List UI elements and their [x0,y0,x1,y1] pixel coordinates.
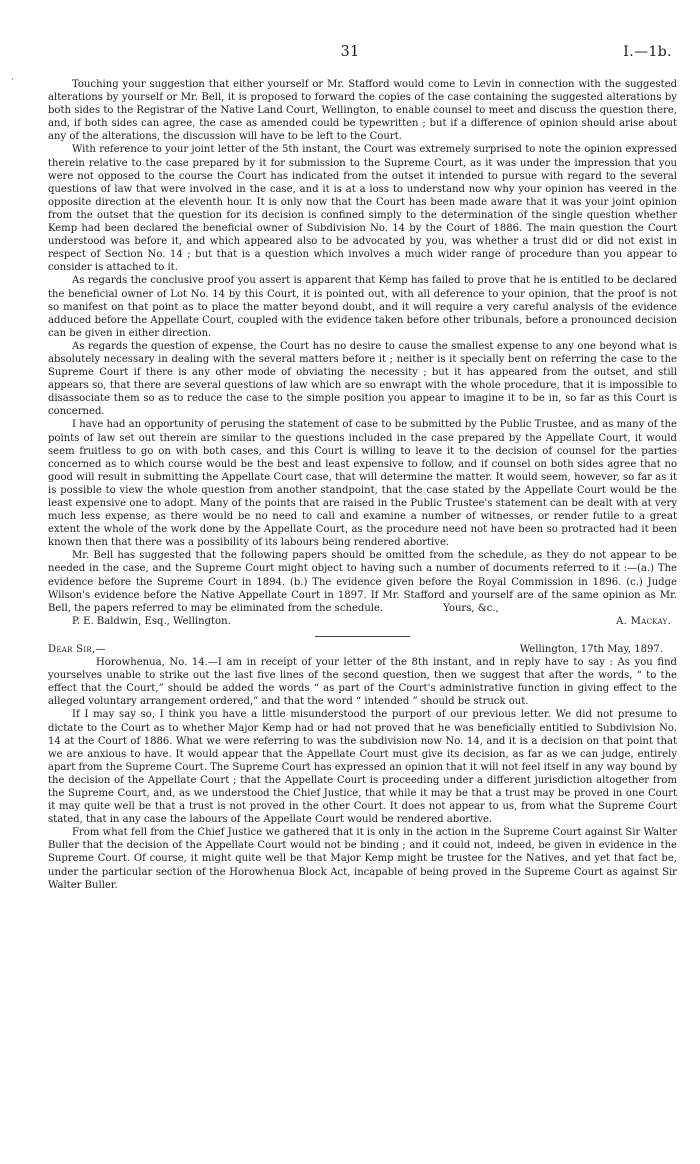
paragraph: As regards the question of expense, the Court has no desire to cause the smallest expense to any one beyond what is absolutely necessary in dealing with the several matters before it ; neither is it specially bent on referring the case to the Supreme Court if there is any other mode of obviating the necessity ; but it has appeared from the outset, and still appears so, that there are several questions of law which are so enwrapt with the whole procedure, that it is impossible to disassociate them so as to reduce the case to the simple position you appear to imagine it to be in, so far as this Court is concerned. [48,340,677,418]
letter-signature: A. Mackay. [616,615,671,627]
letter-recipient: P. E. Baldwin, Esq., Wellington. [72,615,231,627]
salutation-line [48,643,677,656]
document-body [48,78,677,892]
margin-mark: · [11,75,14,85]
paragraph: From what fell from the Chief Justice we gathered that it is only in the action in the Supreme Court against Sir Walter Buller that the decision of the Appellate Court would not be binding ; and it could not, indeed, be given in evidence in the Supreme Court. Of course, it might quite well be that Major Kemp might be trustee for the Natives, and yet that fact be, under the particular section of the Horowhenua Block Act, incapable of being proved in the Supreme Court as against Sir Walter Buller. [48,827,677,891]
paragraph: Touching your suggestion that either yourself or Mr. Stafford would come to Levin in connection with the suggested alterations by yourself or Mr. Bell, it is proposed to forward the copies of the case containing the suggested alterations by both sides to the Registrar of the Native Land Court, Wellington, to enable counsel to meet and discuss the question there, and, if both sides can agree, the case as amended could be typewritten ; but if a difference of opinion should arise about any of the alterations, the discussion will have to be left to the Court. [48,79,677,143]
salutation: Dear Sir,— [48,643,106,655]
signature-line [48,615,677,628]
letter-closing: Yours, &c., [443,602,499,614]
document-reference: I.—1b. [623,44,672,60]
paragraph [48,549,677,614]
page-number: 31 [340,44,360,60]
paragraph: Horowhenua, No. 14.—I am in receipt of your letter of the 8th instant, and in reply have to say : As you find yourselves unable to strike out the last five lines of the second question, then we suggest that after the words, “ to the effect that the Court,” should be added the words “ as part of the Court's administrative function in giving effect to the alleged voluntary arrangement ordered,” and that the word “ intended ” should be struck out. [48,657,677,708]
letter-two [48,643,677,892]
page-header [0,44,700,64]
section-divider [315,636,410,637]
paragraph: If I may say so, I think you have a little misunderstood the purport of our previous letter. We did not presume to dictate to the Court as to whether Major Kemp had or had not proved that he was beneficially entitled to Subdivision No. 14 at the Court of 1886. What we were referring to was the subdivision now No. 14, and it is a decision on that point that we are anxious to have. It would appear that the Appellate Court must give its decision, as far as we can judge, entirely apart from the Supreme Court. The Supreme Court has expressed an opinion that it will not feel itself in any way bound by the decision of the Appellate Court ; that the Appellate Court is proceeding under a different jurisdiction altogether from the Supreme Court, and, as we understood the Chief Justice, that while it may be that a trust may be proved in one Court it may quite well be that a trust is not proved in the other Court. It does not appear to us, from what the Supreme Court stated, that in any case the labours of the Appellate Court would be rendered abortive. [48,709,677,826]
paragraph: As regards the conclusive proof you assert is apparent that Kemp has failed to prove that he is entitled to be declared the beneficial owner of Lot No. 14 by this Court, it is pointed out, with all deference to your opinion, that the proof is not so manifest on that point as to place the matter beyond doubt, and it will require a very careful analysis of the evidence adduced before the Appellate Court, coupled with the evidence taken before other tribunals, before a pronounced decision can be given in either direction. [48,275,677,339]
dateline: Wellington, 17th May, 1897. [519,643,663,655]
paragraph-text: Mr. Bell has suggested that the following papers should be omitted from the schedule, as they do not appear to be needed in the case, and the Supreme Court might object to having such a number of documents referred to it :—(a.) The evidence before the Supreme Court in 1894. (b.) The evidence given before the Royal Commission in 1896. (c.) Judge Wilson's evidence before the Native Appellate Court in 1897. If Mr. Stafford and yourself are of the same opinion as Mr. Bell, the papers referred to may be eliminated from the schedule. [48,550,677,614]
paragraph: With reference to your joint letter of the 5th instant, the Court was extremely surprised to note the opinion expressed therein relative to the case prepared by it for submission to the Supreme Court, as it was under the impression that you were not opposed to the course the Court has indicated from the outset it intended to pursue with regard to the several questions of law that were involved in the case, and it is at a loss to understand now why your opinion has veered in the opposite direction at the eleventh hour. It is only now that the Court has been made aware that it was your joint opinion from the outset that the question for its decision is confined simply to the determination of the single question whether Kemp had been declared the beneficial owner of Subdivision No. 14 by the Court of 1886. The main question the Court understood was before it, and which appeared also to be advocated by you, was whether a trust did or did not exist in respect of Section No. 14 ; but that is a question which involves a much wider range of procedure than you appear to consider is attached to it. [48,144,677,274]
paragraph: I have had an opportunity of perusing the statement of case to be submitted by the Public Trustee, and as many of the points of law set out therein are similar to the questions included in the case prepared by the Appellate Court, it would seem fruitless to go on with both cases, and this Court is willing to leave it to the decision of counsel for the parties concerned as to which course would be the best and least expensive to follow, and if counsel on both sides agree that no good will result in submitting the Appellate Court case, that will determine the matter. It would seem, however, so far as it is possible to view the whole question from another standpoint, that the case stated by the Appellate Court would be the least expensive one to adopt. Many of the points that are raised in the Public Trustee's statement can be dealt with at very much less expense, as there would be no need to call and examine a number of witnesses, or render futile to a great extent the whole of the work done by the Appellate Court, as the procedure need not have been so protracted had it been known then that there was a possibility of its labours being rendered abortive. [48,419,677,549]
letter-one [48,78,677,628]
